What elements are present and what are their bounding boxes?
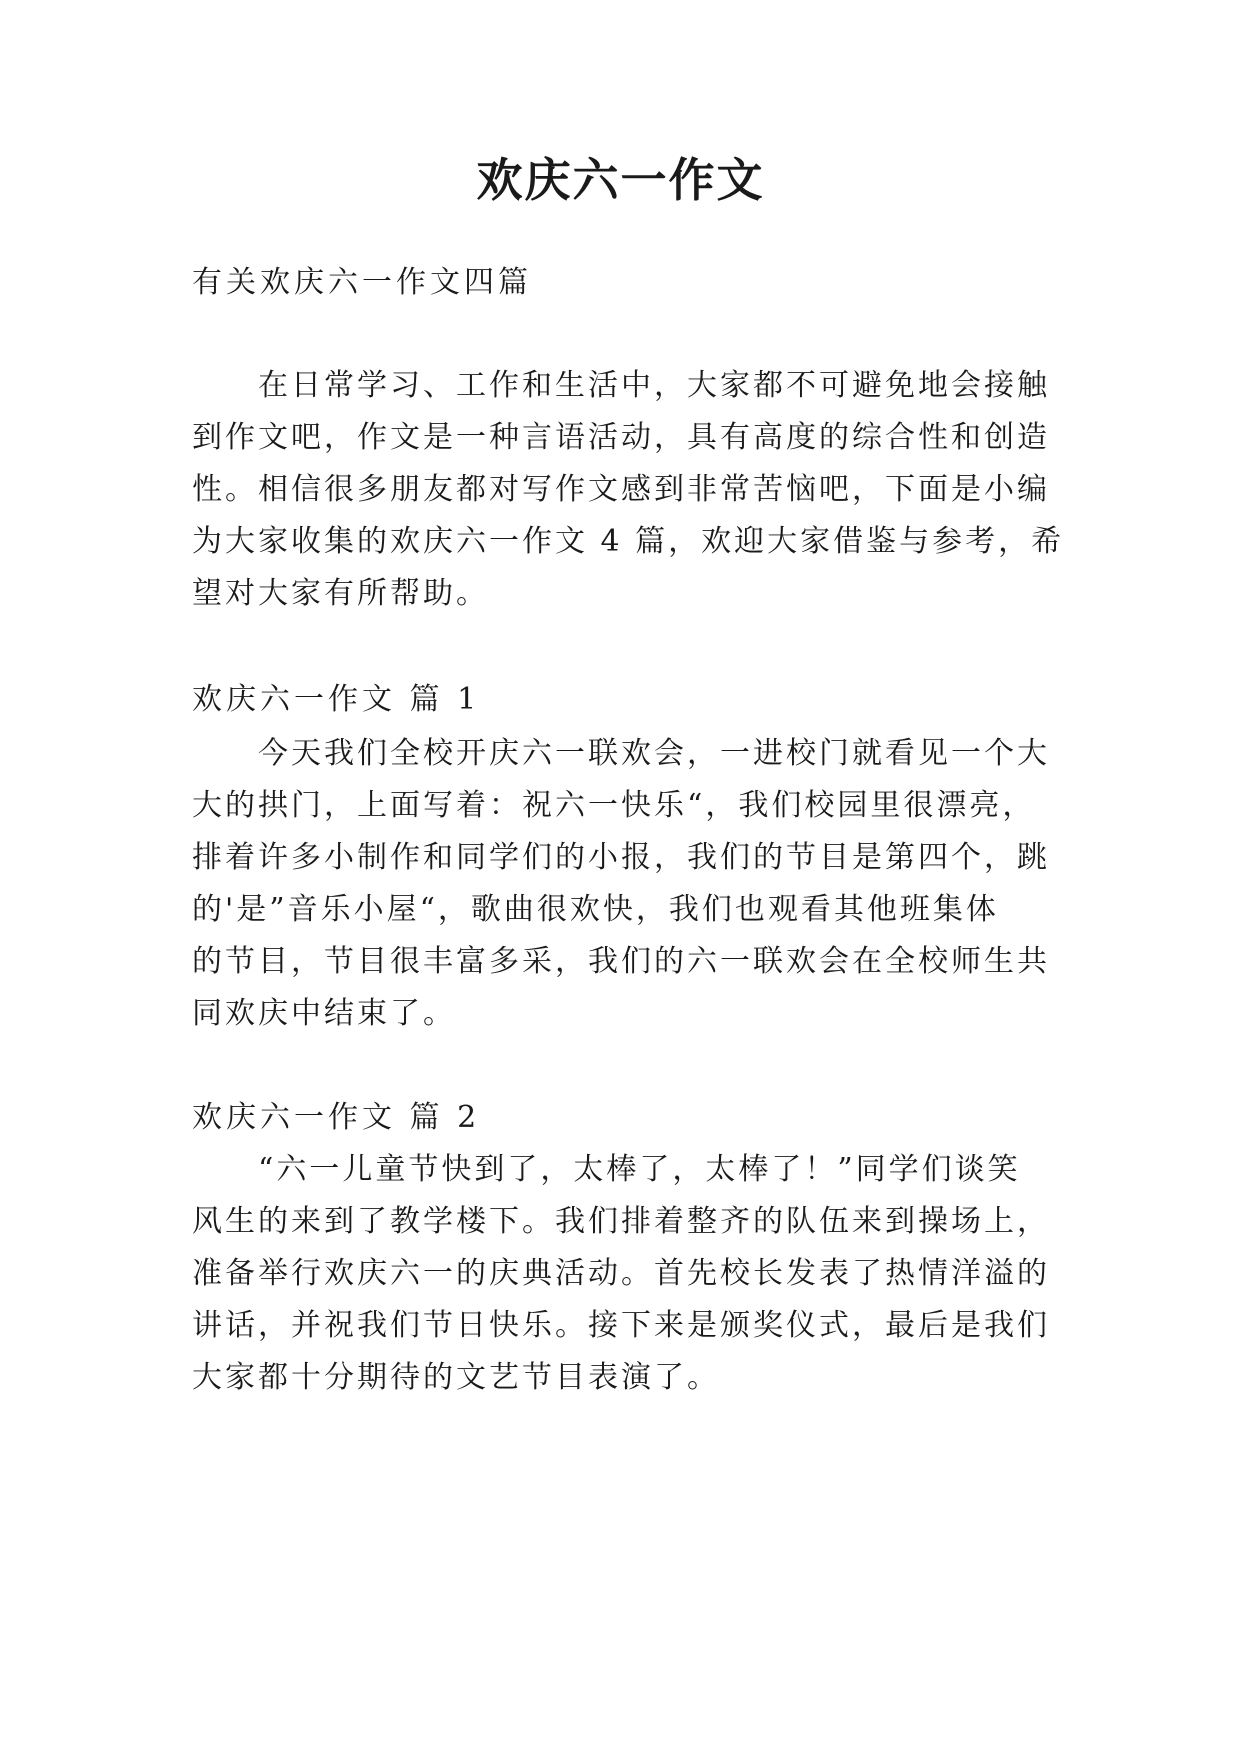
paragraph-line: 大的拱门，上面写着：祝六一快乐“，我们校园里很漂亮， (192, 788, 1036, 823)
paragraph-line: 到作文吧，作文是一种言语活动，具有高度的综合性和创造 (192, 420, 1050, 455)
section-heading-2: 欢庆六一作文 篇 2 (192, 1100, 481, 1135)
paragraph-line: 在日常学习、工作和生活中，大家都不可避免地会接触 (258, 368, 1050, 403)
paragraph-line: 大家都十分期待的文艺节目表演了。 (192, 1360, 720, 1395)
section-heading-1: 欢庆六一作文 篇 1 (192, 682, 481, 717)
paragraph-line: 今天我们全校开庆六一联欢会，一进校门就看见一个大 (258, 736, 1050, 771)
paragraph-line: “六一儿童节快到了，太棒了，太棒了！”同学们谈笑 (258, 1152, 1021, 1187)
paragraph-line: 为大家收集的欢庆六一作文 4 篇，欢迎大家借鉴与参考，希 (192, 524, 1065, 559)
document-title: 欢庆六一作文 (476, 153, 765, 207)
paragraph-line: 准备举行欢庆六一的庆典活动。首先校长发表了热情洋溢的 (192, 1256, 1050, 1291)
paragraph-line: 同欢庆中结束了。 (192, 996, 456, 1031)
paragraph-line: 讲话，并祝我们节日快乐。接下来是颁奖仪式，最后是我们 (192, 1308, 1050, 1343)
paragraph-line: 的节目，节目很丰富多采，我们的六一联欢会在全校师生共 (192, 944, 1050, 979)
paragraph-line: 风生的来到了教学楼下。我们排着整齐的队伍来到操场上， (192, 1204, 1050, 1239)
paragraph-line: 的'是”音乐小屋“，歌曲很欢快，我们也观看其他班集体 (192, 892, 999, 927)
paragraph-line: 望对大家有所帮助。 (192, 576, 489, 611)
document-subtitle: 有关欢庆六一作文四篇 (192, 265, 532, 300)
paragraph-line: 性。相信很多朋友都对写作文感到非常苦恼吧，下面是小编 (192, 472, 1050, 507)
paragraph-line: 排着许多小制作和同学们的小报，我们的节目是第四个，跳 (192, 840, 1050, 875)
